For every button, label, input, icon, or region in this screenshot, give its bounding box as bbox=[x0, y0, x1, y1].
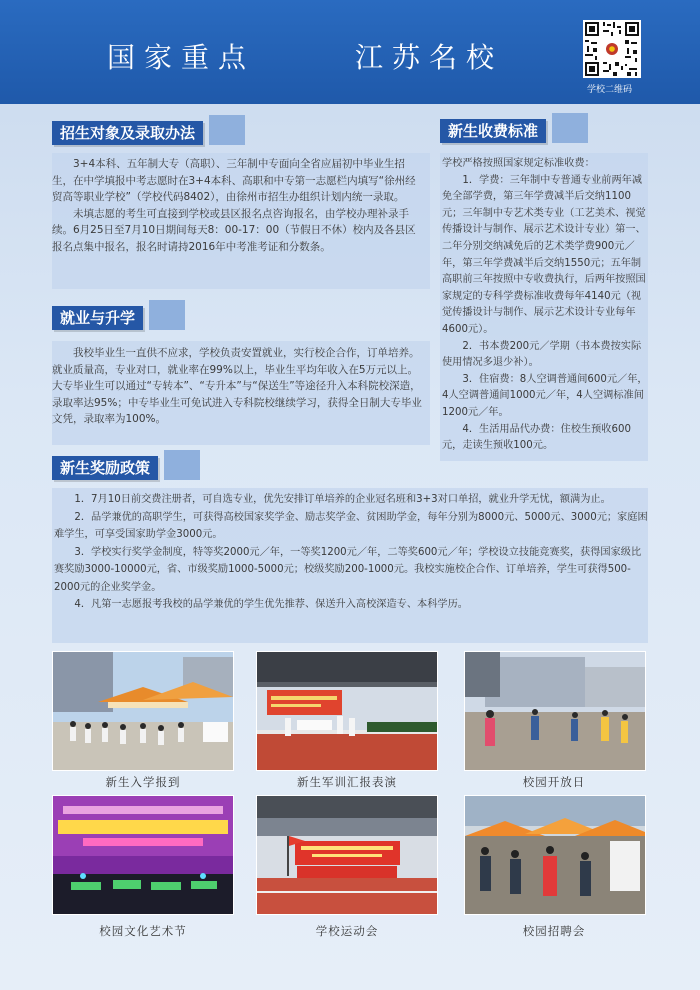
slogan-right: 江苏名校 bbox=[355, 41, 504, 74]
section-title-scholarship: 新生奖励政策 bbox=[52, 456, 158, 480]
fees-intro: 学校严格按照国家规定标准收费： bbox=[442, 158, 595, 169]
employment-panel bbox=[52, 341, 430, 445]
section-admission-head bbox=[52, 121, 245, 145]
photo-caption: 校园招聘会 bbox=[522, 924, 586, 938]
employment-paragraph: 我校毕业生一直供不应求，学校负责安置就业，实行校企合作，订单培养。就业质量高，专业对口，就业率在99%以上，毕业生平均年收入在5万元以上。大专毕业生可以通过“专转本”、“专升本”与“保送生”等途径升入本科院校深造，录取率达95%；中专毕业生可免试进入专科院校继续学习，获得全日制大专毕业文凭，录取率为100%。 bbox=[52, 347, 422, 426]
photo-job-fair bbox=[464, 795, 646, 915]
admission-paragraph: 3+4本科、五年制大专（高职）、三年制中专面向全省应届初中毕业生招生，在中学填报中考志愿时在3+4本科、高职和中专第一志愿栏内填写“徐州经贸高等职业学校”（学校代码8402），由徐州市招生办组织计划内统一录取。 bbox=[52, 158, 416, 204]
fees-paragraph: 3．住宿费：8人空调普通间600元／年，4人空调普通间1000元／年，4人空调标准间1200元／年。 bbox=[442, 373, 648, 418]
photo-caption: 新生军训汇报表演 bbox=[297, 775, 397, 789]
section-fees-head bbox=[440, 119, 588, 143]
photo-caption: 新生入学报到 bbox=[105, 775, 181, 789]
section-title-employment: 就业与升学 bbox=[52, 306, 143, 330]
fees-paragraph: 2．书本费200元／学期（书本费按实际使用情况多退少补）。 bbox=[442, 340, 642, 369]
photo-registration bbox=[52, 651, 234, 771]
photo-caption: 校园文化艺术节 bbox=[99, 924, 187, 938]
scholarship-paragraph: 4．凡第一志愿报考我校的品学兼优的学生优先推荐、保送升入高校深造专、本科学历。 bbox=[74, 599, 468, 610]
photo-open-day bbox=[464, 651, 646, 771]
decor-square bbox=[164, 450, 200, 480]
section-title-fees: 新生收费标准 bbox=[440, 119, 546, 143]
photo-caption: 校园开放日 bbox=[522, 775, 586, 789]
section-title-admission: 招生对象及录取办法 bbox=[52, 121, 203, 145]
scholarship-paragraph: 3．学校实行奖学金制度，特等奖2000元／年，一等奖1200元／年，二等奖600元／年；学校设立技能竞赛奖，获得国家级比赛奖励3000-10000元，省、市级奖励1000-5000元；校级奖励200-1000元。我校实施校企合作、订单培养，学生可获得500-2000元的企业奖学金。 bbox=[54, 546, 642, 593]
photo-caption: 学校运动会 bbox=[315, 924, 379, 938]
photo-arts-festival bbox=[52, 795, 234, 915]
qr-code-icon[interactable] bbox=[583, 20, 641, 78]
admission-panel bbox=[52, 153, 430, 289]
admission-paragraph: 未填志愿的考生可直接到学校或县区报名点咨询报名，由学校办理补录手续。6月25日至7月10日期间每天8：00-17：00（节假日不休）校内及各县区报名点集中报名，报名时请持2016年中考准考证和分数条。 bbox=[52, 207, 416, 253]
scholarship-panel bbox=[52, 488, 648, 643]
scholarship-paragraph: 1．7月10日前交费注册者，可自选专业，优先安排订单培养的企业冠名班和3+3对口单招，就业升学无忧，额满为止。 bbox=[74, 494, 611, 505]
section-scholarship-head bbox=[52, 456, 200, 480]
slogan-left: 国家重点 bbox=[107, 41, 256, 74]
decor-square bbox=[149, 300, 185, 330]
scholarship-paragraph: 2．品学兼优的高职学生，可获得高校国家奖学金、励志奖学金、贫困助学金，每年分别为8000元、5000元、3000元；家庭困难学生，可享受国家助学金3000元。 bbox=[54, 511, 648, 540]
fees-paragraph: 4．生活用品代办费：住校生预收600元，走读生预收100元。 bbox=[442, 423, 631, 452]
section-employment-head bbox=[52, 306, 185, 330]
photo-military-training bbox=[256, 651, 438, 771]
header-banner bbox=[0, 0, 700, 104]
fees-paragraph: 1．学费：三年制中专普通专业前两年减免全部学费，第三年学费减半后交纳1100元；三年制中专艺术类专业（工艺美术、视觉传播设计与制作、展示艺术设计专业）第一、二年分别交纳减免后的艺术类学费900元／年，第三年学费减半后交纳1550元；五年制高职前三年按照中专收费执行，后两年按照国家规定的专科学费标准收费每年4140元（视觉传播设计与制作、展示艺术设计专业每年4600元）。 bbox=[442, 174, 646, 335]
fees-panel bbox=[440, 153, 648, 461]
decor-square bbox=[552, 113, 588, 143]
photo-sports-meet bbox=[256, 795, 438, 915]
qr-caption: 学校二维码 bbox=[587, 85, 633, 95]
decor-square bbox=[209, 115, 245, 145]
